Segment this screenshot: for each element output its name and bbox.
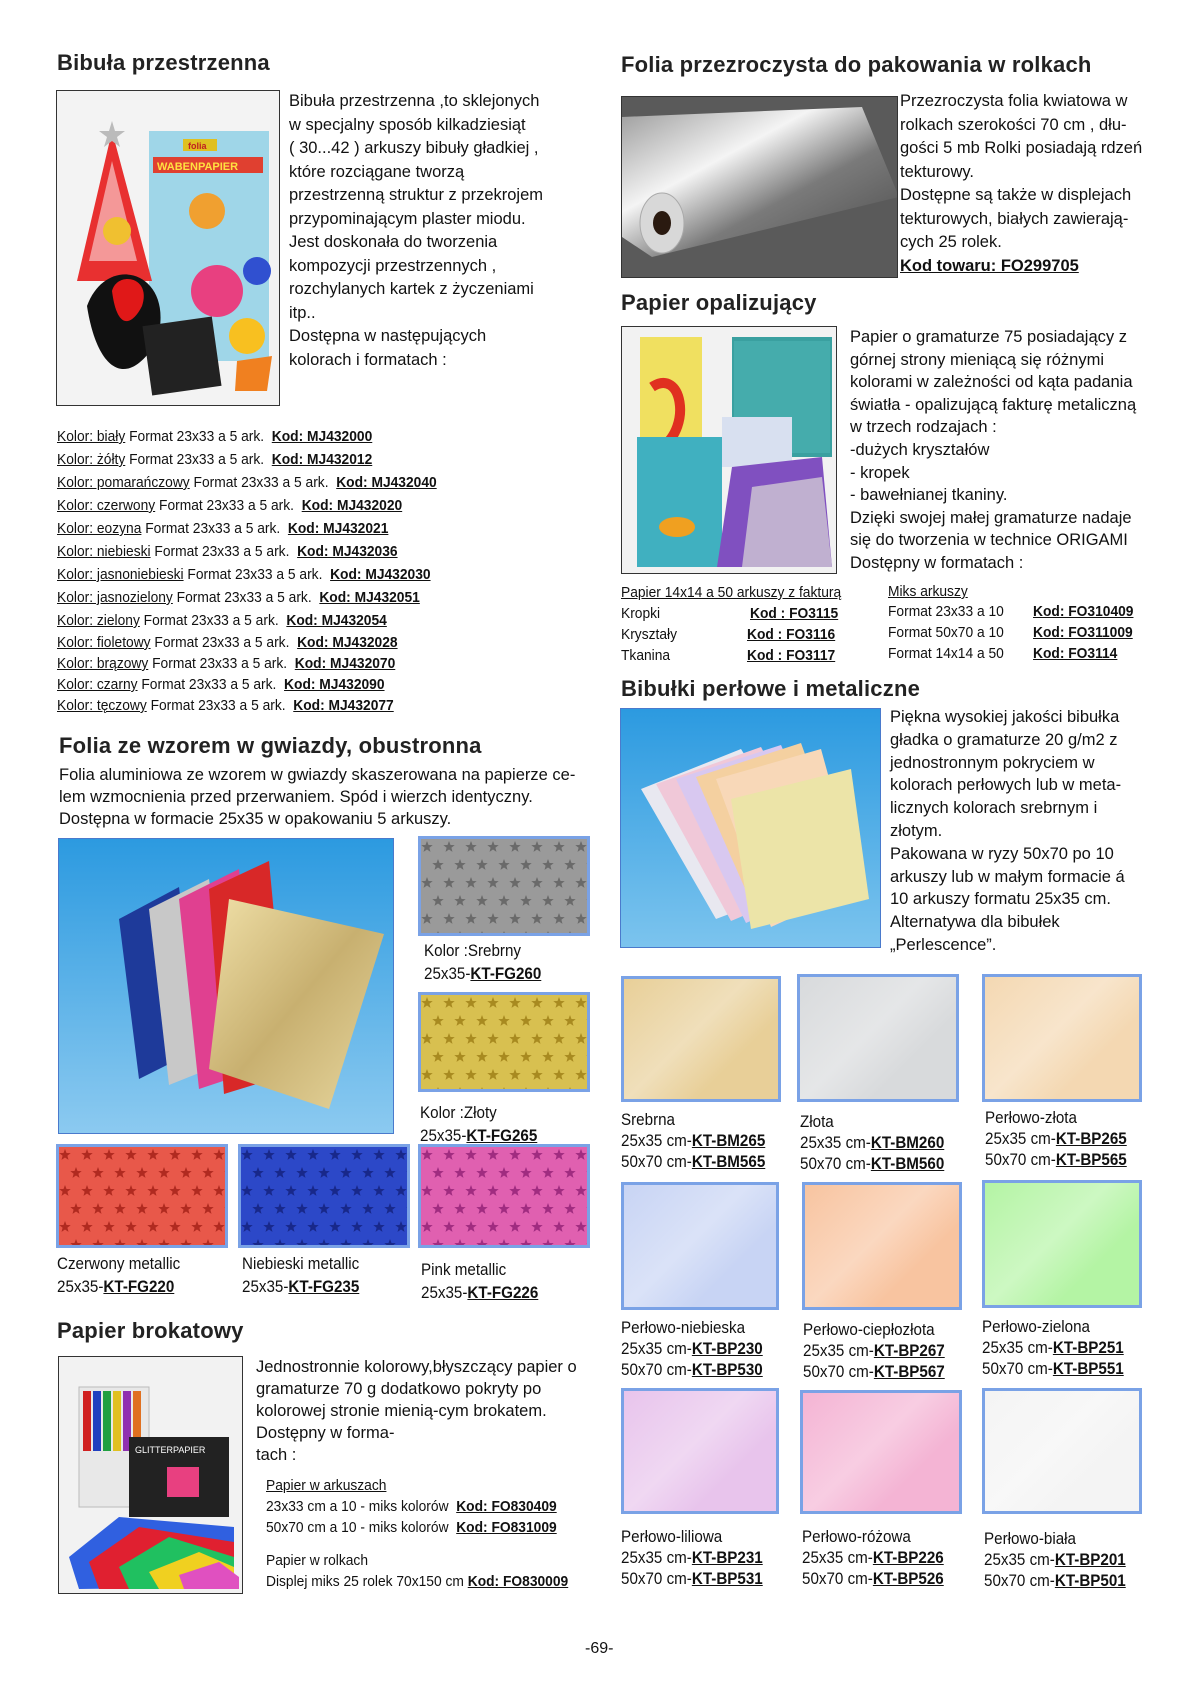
- pearl-swatch-perlowo-cieplozlota: [802, 1182, 962, 1310]
- opal-right-row: Format 23x33 a 10: [888, 603, 1004, 620]
- stars-pattern: [241, 1147, 407, 1245]
- opal-left-code: Kod : FO3117: [747, 647, 836, 664]
- star-swatch-red: [56, 1144, 228, 1248]
- product-image-honeycomb: [56, 90, 280, 406]
- brokat-roll-row: Displej miks 25 rolek 70x150 cm Kod: FO830009: [266, 1573, 569, 1590]
- product-image-star-foil: [58, 838, 394, 1134]
- glitter-label-text: GLITTERPAPIER: [135, 1445, 206, 1455]
- bibula-row: Kolor: tęczowy Format 23x33 a 5 ark. Kod: MJ432077: [57, 697, 394, 714]
- opal-right-row: Format 14x14 a 50: [888, 645, 1004, 662]
- brokat-sheet-row: 23x33 cm a 10 - miks kolorów Kod: FO830409: [266, 1498, 557, 1515]
- opal-right-code: Kod: FO311009: [1033, 624, 1133, 641]
- bibula-row: Kolor: jasnoniebieski Format 23x33 a 5 ark. Kod: MJ432030: [57, 566, 431, 583]
- product-image-opal: [621, 326, 837, 574]
- perlowe-description: Piękna wysokiej jakości bibułka gładka o gramaturze 20 g/m2 z jednostronnym pokryciem w kolorach perłowych lub w meta- licznych kolorach srebrnym i złotym. Pakowana w ryzy 50x70 po 10 arkuszy lub w małym formacie á 10 arkuszy formatu 25x35 cm. Alternatywa dla bibułek „Perlescence”.: [890, 708, 1125, 954]
- star-swatch-blue: [238, 1144, 410, 1248]
- pearl-caption-srebrna: Srebrna 25x35 cm-KT-BM265 50x70 cm-KT-BM565: [621, 1111, 766, 1171]
- pearl-caption-perlowo-cieplozlota: Perłowo-ciepłozłota 25x35 cm-KT-BP267 50x70 cm-KT-BP567: [803, 1321, 945, 1381]
- star-caption-red: Czerwony metallic 25x35-KT-FG220: [57, 1255, 181, 1296]
- opal-right-code: Kod: FO310409: [1033, 603, 1134, 620]
- pearl-caption-zlota: Złota 25x35 cm-KT-BM260 50x70 cm-KT-BM560: [800, 1113, 945, 1173]
- product-image-pearl-tissue: [620, 708, 881, 948]
- opal-left-row: Kropki: [621, 605, 661, 622]
- bibula-row: Kolor: pomarańczowy Format 23x33 a 5 ark. Kod: MJ432040: [57, 474, 437, 491]
- opal-right-head: Miks arkuszy: [888, 583, 968, 600]
- pearl-caption-perlowo-rozowa: Perłowo-różowa 25x35 cm-KT-BP226 50x70 cm-KT-BP526: [802, 1528, 944, 1588]
- pearl-swatch-perlowo-niebieska: [621, 1182, 779, 1310]
- product-image-glitter: [58, 1356, 243, 1594]
- pearl-swatch-perlowo-zlota: [982, 974, 1142, 1102]
- stars-pattern: [421, 1147, 587, 1245]
- bibula-row: Kolor: czerwony Format 23x33 a 5 ark. Kod: MJ432020: [57, 497, 403, 514]
- star-caption-pink: Pink metallic 25x35-KT-FG226: [421, 1261, 539, 1302]
- bibula-description: Bibuła przestrzenna ,to sklejonych w specjalny sposób kilkadziesiąt ( 30...42 ) arkuszy bibuły gładkiej , które rozciągane tworzą przestrzenną struktur z przekrojem przypominającym plaster miodu. Jest doskonała do tworzenia kompozycji przestrzennych , rozchylanych kartek z życzeniami itp.. Dostępna w następujących kolorach i formatach :: [289, 92, 544, 369]
- bibula-row: Kolor: żółty Format 23x33 a 5 ark. Kod: MJ432012: [57, 451, 373, 468]
- pearl-caption-perlowo-biala: Perłowo-biała 25x35 cm-KT-BP201 50x70 cm-KT-BP501: [984, 1530, 1126, 1590]
- brokat-rolls-head: Papier w rolkach: [266, 1552, 369, 1569]
- honeycomb-brand-text: folia: [188, 141, 207, 151]
- opal-left-code: Kod : FO3116: [747, 626, 836, 643]
- stars-pattern: [421, 839, 587, 933]
- bibula-row: Kolor: eozyna Format 23x33 a 5 ark. Kod: MJ432021: [57, 520, 389, 537]
- bibula-row: Kolor: czarny Format 23x33 a 5 ark. Kod: MJ432090: [57, 676, 385, 693]
- opal-right-code: Kod: FO3114: [1033, 645, 1118, 662]
- pearl-swatch-perlowo-biala: [982, 1388, 1142, 1514]
- section-title-bibula: Bibuła przestrzenna: [57, 50, 270, 75]
- star-swatch-gold: [418, 992, 590, 1092]
- pearl-swatch-perlowo-liliowa: [621, 1388, 779, 1514]
- pearl-swatch-zlota: [797, 974, 959, 1102]
- pearl-caption-perlowo-zielona: Perłowo-zielona 25x35 cm-KT-BP251 50x70 cm-KT-BP551: [982, 1318, 1124, 1378]
- pearl-swatch-srebrna: [621, 976, 781, 1102]
- opal-left-head: Papier 14x14 a 50 arkuszy z fakturą: [621, 584, 842, 601]
- pearl-swatch-perlowo-zielona: [982, 1180, 1142, 1308]
- pearl-swatch-perlowo-rozowa: [800, 1390, 962, 1514]
- folia-gwiazdy-description: Folia aluminiowa ze wzorem w gwiazdy skaszerowana na papierze ce- lem wzmocnienia przed przerwaniem. Spód i wierzch identyczny. Dostępna w formacie 25x35 w opakowaniu 5 arkuszy.: [59, 766, 576, 828]
- brokat-sheet-row: 50x70 cm a 10 - miks kolorów Kod: FO831009: [266, 1519, 557, 1536]
- brokat-sheets-head: Papier w arkuszach: [266, 1477, 387, 1494]
- section-title-perlowe: Bibułki perłowe i metaliczne: [621, 676, 921, 701]
- opal-right-row: Format 50x70 a 10: [888, 624, 1004, 641]
- folia-rolki-description: Przezroczysta folia kwiatowa w rolkach szerokości 70 cm , dłu- gości 5 mb Rolki posiadają rdzeń tekturowy. Dostępne są także w displejach tekturowych, białych zawierają- cych 25 rolek. Kod towaru: FO299705: [900, 90, 1160, 278]
- pearl-caption-perlowo-niebieska: Perłowo-niebieska 25x35 cm-KT-BP230 50x70 cm-KT-BP530: [621, 1319, 763, 1379]
- honeycomb-label-text: WABENPAPIER: [157, 161, 239, 173]
- page-number: -69-: [585, 1640, 614, 1657]
- bibula-row: Kolor: fioletowy Format 23x33 a 5 ark. Kod: MJ432028: [57, 634, 398, 651]
- section-title-folia-gwiazdy: Folia ze wzorem w gwiazdy, obustronna: [59, 733, 482, 758]
- section-title-opal: Papier opalizujący: [621, 290, 817, 315]
- section-title-brokat: Papier brokatowy: [57, 1318, 244, 1343]
- star-caption-blue: Niebieski metallic 25x35-KT-FG235: [242, 1255, 360, 1296]
- bibula-row: Kolor: jasnozielony Format 23x33 a 5 ark. Kod: MJ432051: [57, 589, 420, 606]
- opal-left-code: Kod : FO3115: [750, 605, 839, 622]
- star-caption-gold: Kolor :Złoty 25x35-KT-FG265: [420, 1104, 538, 1145]
- bibula-row: Kolor: zielony Format 23x33 a 5 ark. Kod: MJ432054: [57, 612, 387, 629]
- brokat-description: Jednostronnie kolorowy,błyszczący papier o gramaturze 70 g dodatkowo pokryty po kolorowej stronie mienią-cym brokatem. Dostępny w forma- tach :: [256, 1358, 577, 1464]
- section-title-folia-rolki: Folia przezroczysta do pakowania w rolkach: [621, 52, 1092, 77]
- opal-left-row: Kryształy: [621, 626, 677, 643]
- pearl-caption-perlowo-liliowa: Perłowo-liliowa 25x35 cm-KT-BP231 50x70 cm-KT-BP531: [621, 1528, 763, 1588]
- folia-rolki-code: Kod towaru: FO299705: [900, 256, 1079, 275]
- bibula-row: Kolor: brązowy Format 23x33 a 5 ark. Kod: MJ432070: [57, 655, 396, 672]
- stars-pattern: [421, 995, 587, 1089]
- star-swatch-pink: [418, 1144, 590, 1248]
- star-caption-silver: Kolor :Srebrny 25x35-KT-FG260: [424, 942, 542, 983]
- opal-left-row: Tkanina: [621, 647, 671, 664]
- star-swatch-silver: [418, 836, 590, 936]
- bibula-row: Kolor: niebieski Format 23x33 a 5 ark. Kod: MJ432036: [57, 543, 398, 560]
- pearl-caption-perlowo-zlota: Perłowo-złota 25x35 cm-KT-BP265 50x70 cm-KT-BP565: [985, 1109, 1127, 1169]
- opal-description: Papier o gramaturze 75 posiadający z górnej strony mieniącą się różnymi kolorami w zależności od kąta padania światła - opalizującą fakturę metaliczną w trzech rodzajach : -dużych kryształów - kropek - bawełnianej tkaniny. Dzięki swojej małej gramaturze nadaje się do tworzenia w technice ORIGAMI Dostępny w formatach :: [850, 328, 1137, 572]
- product-image-foil-roll: [621, 96, 898, 278]
- bibula-row: Kolor: biały Format 23x33 a 5 ark. Kod: MJ432000: [57, 428, 373, 445]
- stars-pattern: [59, 1147, 225, 1245]
